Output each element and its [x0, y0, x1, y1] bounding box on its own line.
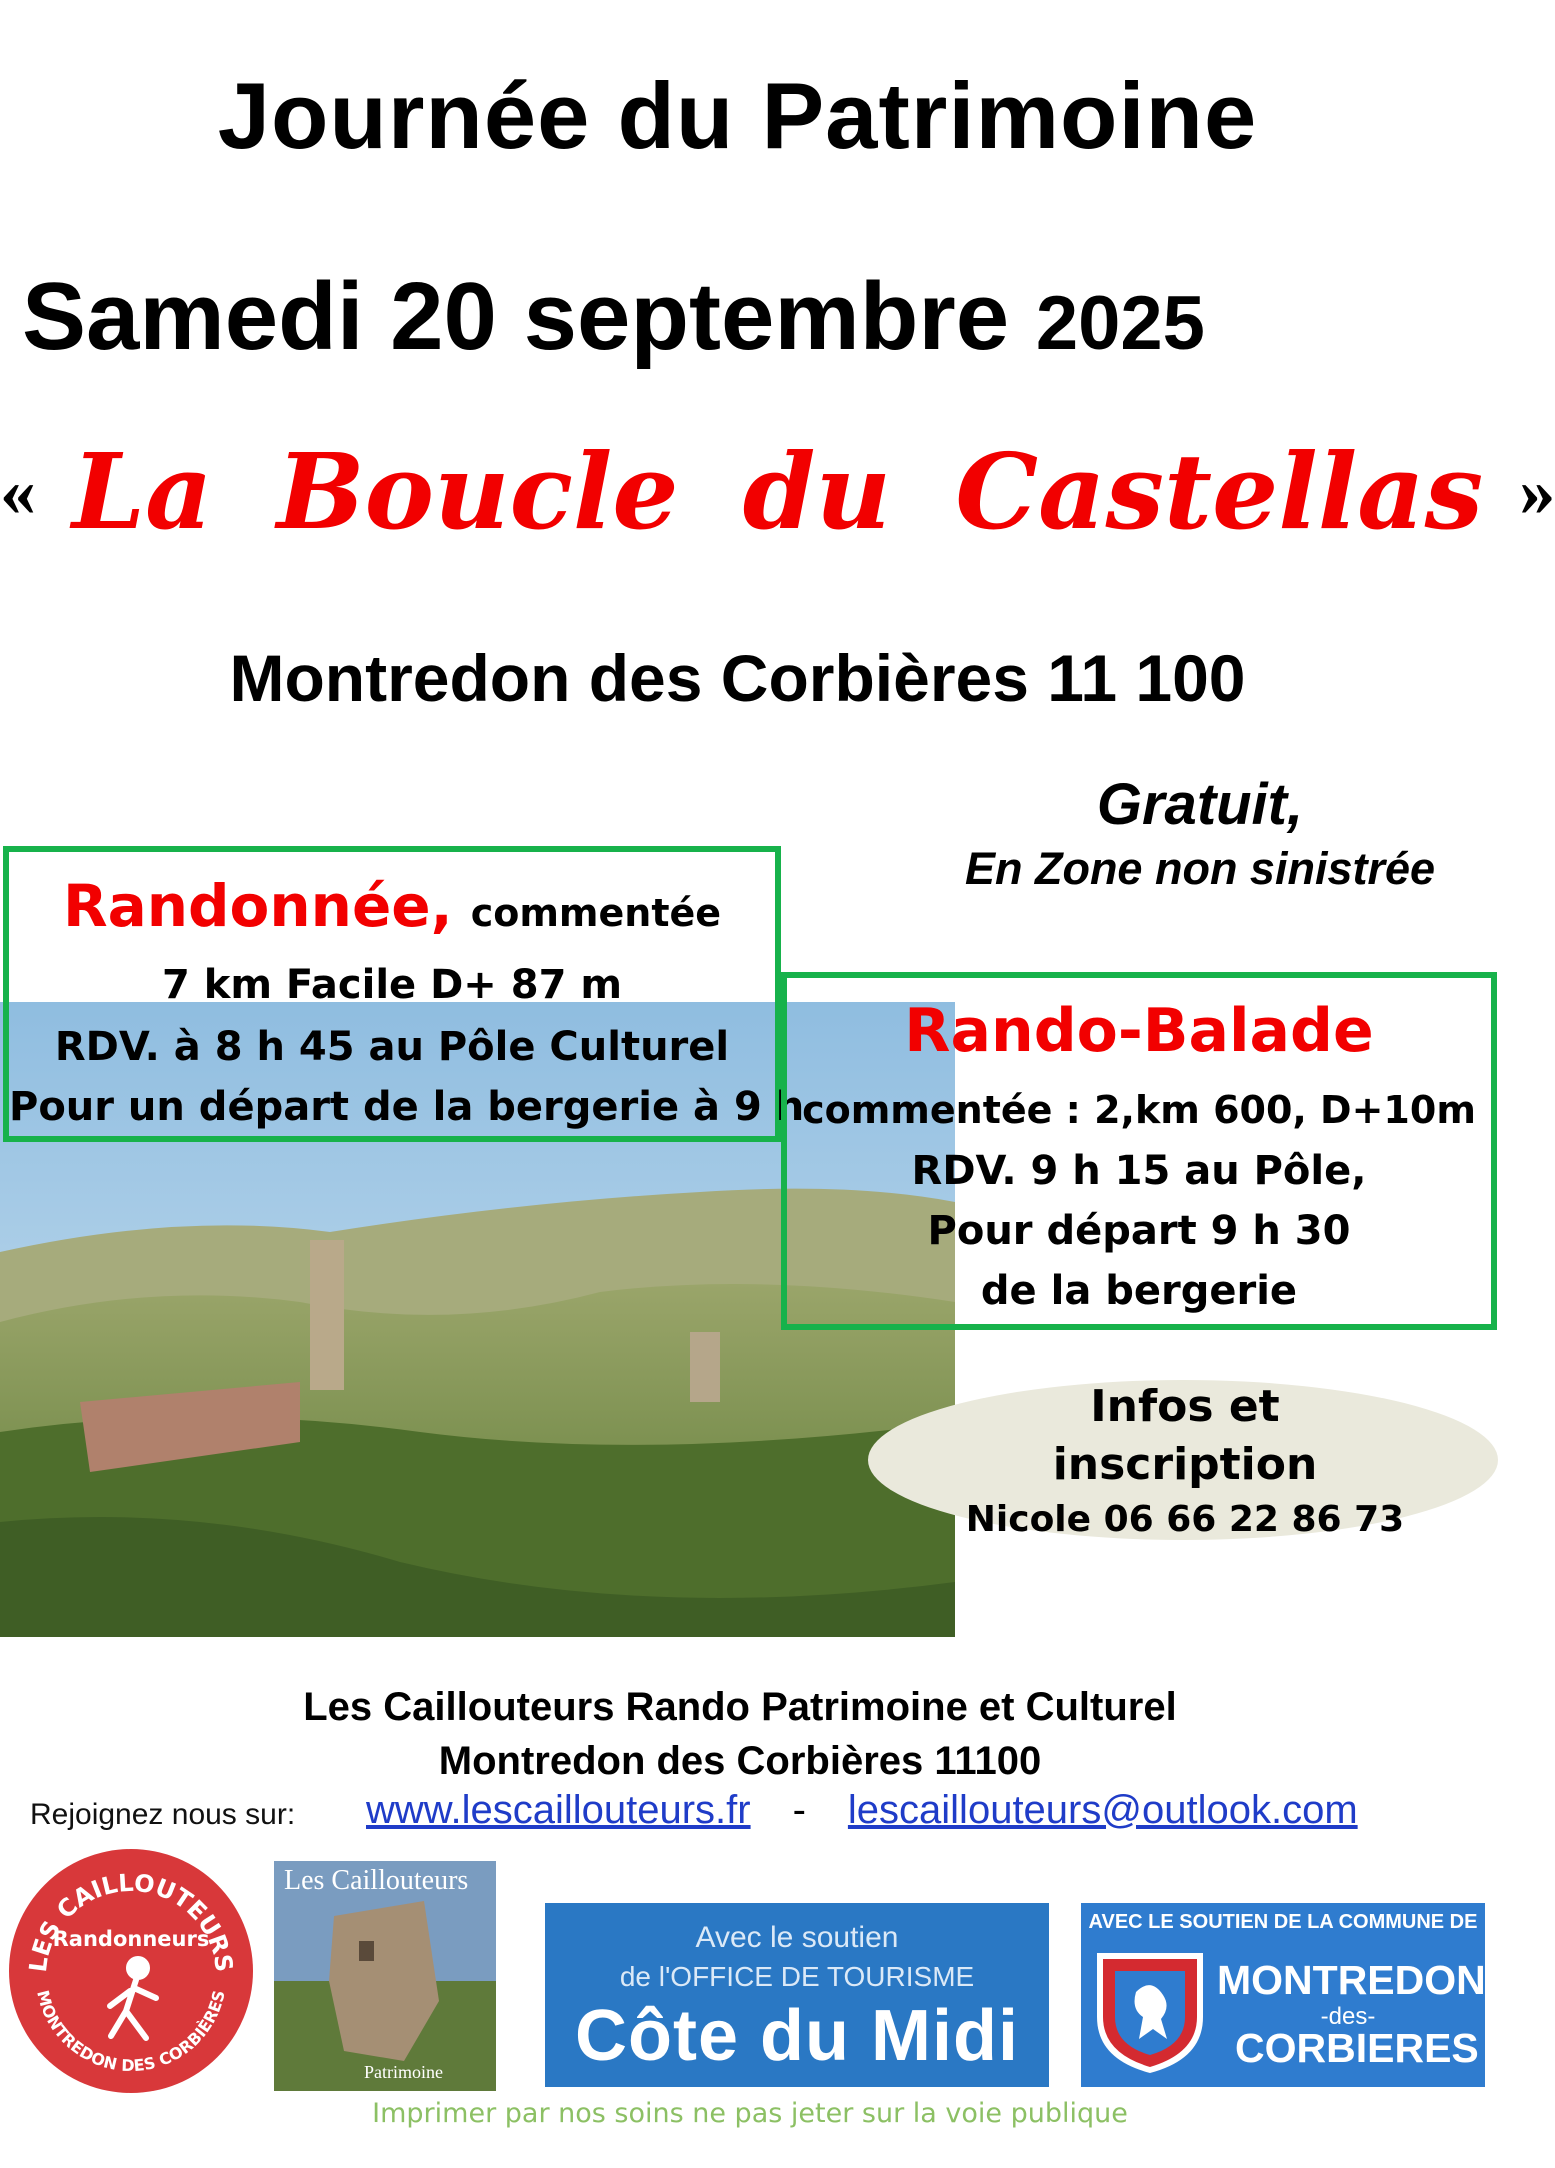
links-row: [366, 1788, 1358, 1833]
website-link[interactable]: www.lescaillouteurs.fr: [366, 1788, 751, 1832]
join-label: Rejoignez nous sur:: [30, 1798, 296, 1831]
randonnee-heading: [9, 872, 775, 940]
balade-depart: Pour départ 9 h 30: [927, 1208, 1351, 1254]
photo-logo-bottom: Patrimoine: [364, 2062, 443, 2082]
tourism-office-logo: [545, 1903, 1049, 2087]
round-logo-top: LES CAILLOUTEURS: [23, 1868, 239, 1974]
free-notice: [930, 770, 1470, 898]
balade-title: Rando-Balade: [904, 996, 1374, 1066]
randonnee-details: 7 km Facile D+ 87 m: [161, 962, 623, 1008]
contact-title-line1: Infos et: [1090, 1381, 1280, 1432]
poster-title: Journée du Patrimoine: [217, 63, 1258, 168]
location: Montredon des Corbières 11 100: [229, 641, 1246, 715]
contact-phone: Nicole 06 66 22 86 73: [965, 1499, 1405, 1540]
tourism-line1: Avec le soutien: [695, 1921, 899, 1954]
photo-logo-title: Les Caillouteurs: [284, 1865, 469, 1896]
association-name: Les Caillouteurs Rando Patrimoine et Culturel: [303, 1685, 1177, 1729]
randonnee-title: Randonnée,: [62, 872, 453, 940]
quote-close: »: [1519, 451, 1555, 531]
tourism-line2: de l'OFFICE DE TOURISME: [619, 1961, 975, 1992]
balade-box: [781, 972, 1497, 1330]
tourism-name: Côte du Midi: [575, 1996, 1019, 2076]
free-label: Gratuit,: [1096, 772, 1304, 837]
commune-name2: -des-: [1320, 2003, 1376, 2030]
walk-title: [0, 430, 1555, 553]
links-separator: -: [792, 1788, 806, 1832]
quote-open: «: [0, 451, 36, 531]
commune-header: AVEC LE SOUTIEN DE LA COMMUNE DE: [1088, 1911, 1478, 1933]
balade-depart-place: de la bergerie: [980, 1268, 1298, 1314]
event-year: 2025: [1035, 281, 1205, 366]
caillouteurs-photo-logo: [274, 1861, 496, 2091]
contact-info: [930, 1378, 1440, 1542]
event-date: [22, 262, 1205, 372]
round-logo-bottom: MONTREDON DES CORBIÈRES: [33, 1988, 229, 2076]
balade-rdv: RDV. 9 h 15 au Pôle,: [911, 1148, 1367, 1194]
randonnee-subtitle: commentée: [470, 891, 722, 935]
association-address: Montredon des Corbières 11100: [438, 1739, 1042, 1783]
randonnee-depart: Pour un départ de la bergerie à 9 h: [9, 1084, 805, 1130]
commune-name3: CORBIERES: [1235, 2025, 1479, 2071]
event-date-day: Samedi 20 septembre: [22, 263, 1010, 370]
walk-name: La Boucle du Castellas: [72, 430, 1484, 553]
caillouteurs-round-logo: [6, 1846, 256, 2096]
contact-title-line2: inscription: [1052, 1439, 1318, 1490]
randonnee-box: [3, 846, 805, 1142]
commune-logo: [1081, 1903, 1485, 2087]
round-logo-mid: Randonneurs: [52, 1927, 210, 1951]
commune-shield-icon: [1091, 1947, 1209, 2077]
commune-name1: MONTREDON: [1217, 1957, 1486, 2003]
balade-details: commentée : 2,km 600, D+10m: [802, 1088, 1476, 1132]
email-link[interactable]: lescaillouteurs@outlook.com: [847, 1788, 1358, 1832]
randonnee-rdv: RDV. à 8 h 45 au Pôle Culturel: [54, 1024, 730, 1070]
print-notice: Imprimer par nos soins ne pas jeter sur la voie publique: [372, 2098, 1128, 2129]
association-info: [0, 1680, 1480, 1788]
zone-label: En Zone non sinistrée: [964, 843, 1436, 894]
